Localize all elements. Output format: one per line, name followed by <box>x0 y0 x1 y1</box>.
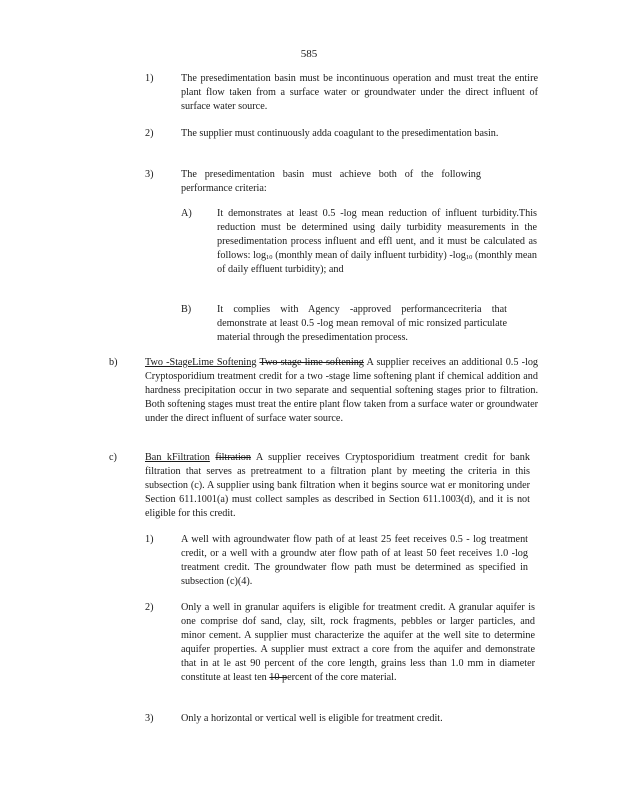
item-text-1: The presedimentation basin must be incontinuous operation and must treat the entire plant flow taken from a surface water or groundwater under the direct influent of surface water source. <box>181 73 538 112</box>
page-number: 585 <box>300 48 318 60</box>
c-item-2-part-1: Only a well in granular aquifers is eligible for treatment credit. A granular aquifer is one comprise dof sand, clay, silt, rock fragments, pebbles or larger particles, and minor cement. A supplier must characterize the aquifer at the well site to determine aquifer properties. A supplier must extract a core from the aquifer and demonstrate that in at le ast 90 percent of the core length, grains less than 1.0 mm in diameter constitute at least ten <box>181 602 535 683</box>
section-c-heading-new-2: Filtration <box>171 452 210 463</box>
c-item-2-part-2: ercent of the core material. <box>287 671 397 683</box>
section-c-body: A supplier receives Cryptosporidium treatment credit for bank filtration that serves as pretreatment to a filtration plant by meeting the criteria in this subsection (c). A supplier using bank filtration when it begins source wat er monitoring under Section 611.1001(a) must collect samples as described in Section 611.1003(d), and it is not eligible for this credit. <box>145 452 530 519</box>
c-item-text-1: A well with agroundwater flow path of at least 25 feet receives 0.5 - log treatment credit, or a well with a groundw ater flow path of at least 50 feet receives 1.0 -log treatment credit. The groundwater flow path must be determined as specified in subsection (c)(4). <box>181 534 528 587</box>
c-item-text-2 <box>181 601 535 684</box>
c-item-label-1: 1) <box>145 534 154 545</box>
item-label-1: 1) <box>145 73 154 84</box>
log-subscript-2: 10 <box>465 253 473 261</box>
subitem-text-a <box>217 207 537 277</box>
subitem-a-part-3: (monthly mean of daily effluent turbidity); and <box>217 249 538 275</box>
subitem-text-b: It complies with Agency -approved performancecriteria that demonstrate at least 0.5 -log mean removal of mic ronsized particulate material through the presedimentation process. <box>217 304 507 343</box>
subitem-label-a: A) <box>181 208 192 219</box>
subitem-a-part-2: (monthly mean of daily influent turbidity) -log <box>275 249 466 261</box>
section-c-heading-new-1: Ban k <box>145 452 172 463</box>
c-item-label-3: 3) <box>145 713 154 724</box>
section-label-b: b) <box>109 357 118 368</box>
section-b-heading-cap: T <box>259 357 265 368</box>
section-b-body: A supplier receives an additional 0.5 -log Cryptosporidium treatment credit for a two -stage lime softening plant if chemical addition and hardness precipitation occur in two separate and sequential softening stages prior to filtration. Both softening stages must treat the entire plant flow taken from a surface water or groundwater under the direct influent of surface water source. <box>145 357 539 424</box>
c-item-text-3: Only a horizontal or vertical well is eligible for treatment credit. <box>181 713 443 724</box>
section-label-c: c) <box>109 452 117 463</box>
subitem-label-b: B) <box>181 304 192 315</box>
section-c-heading-old: filtration <box>215 452 251 463</box>
item-text-2: The supplier must continuously adda coagulant to the presedimentation basin. <box>181 128 499 139</box>
item-label-2: 2) <box>145 128 154 139</box>
item-label-3: 3) <box>145 169 154 180</box>
c-item-label-2: 2) <box>145 602 154 613</box>
log-subscript-1: 10 <box>266 253 273 261</box>
item-text-3: The presedimentation basin must achieve both of the following performance criteria: <box>181 169 481 194</box>
c-item-2-struck: 10 p <box>269 671 288 683</box>
subitem-a-part-1: It demonstrates at least 0.5 -log mean reduction of influent turbidity.This reduction must be determined using daily turbidity measurements in the presedimentation process influent and effl uent, and it must be calculated as follows: log <box>217 208 537 261</box>
section-b-heading-new: Two -StageLime Softening <box>145 357 257 368</box>
section-b-heading-old: wo stage lime softening <box>264 357 364 368</box>
section-text-b <box>145 356 538 426</box>
section-text-c <box>145 451 530 521</box>
